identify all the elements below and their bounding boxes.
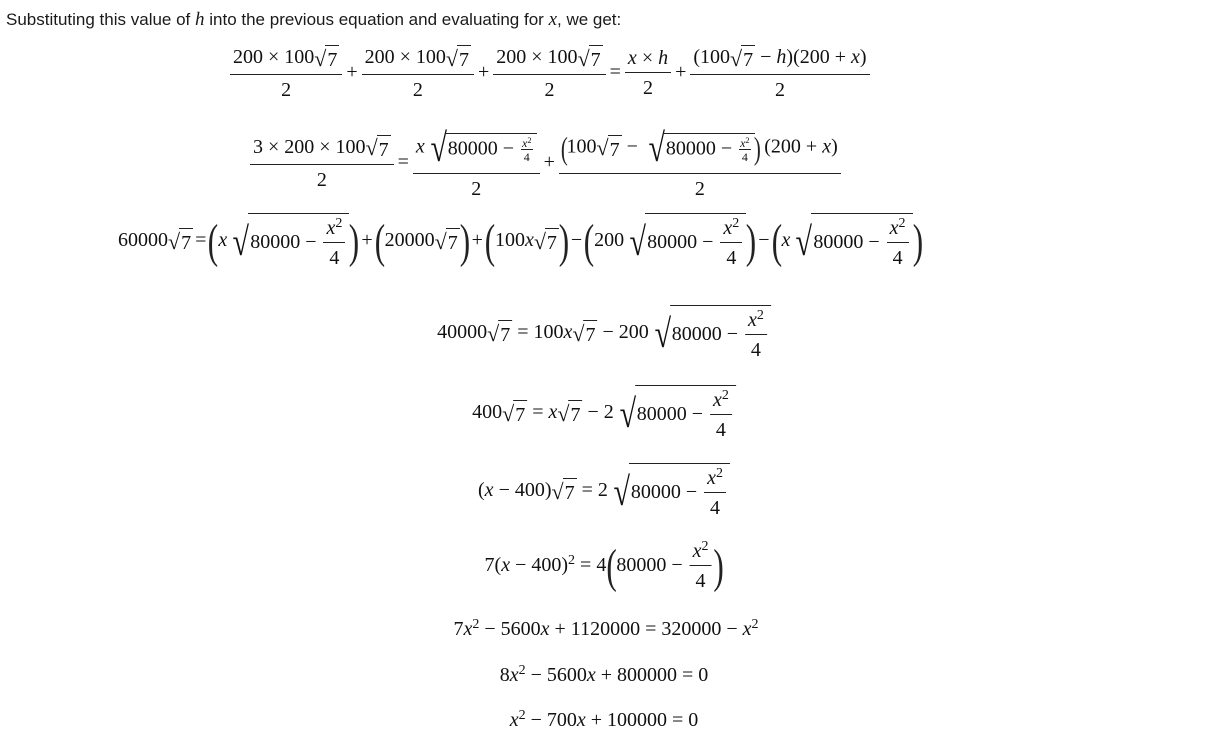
equation-simplified-1: 40000√7 = 100x√7 − 200 √80000 − $\frac{x^2}{4}$ [437,305,771,362]
equation-area-sum: $\frac{200 \times 100√7}{2}$ + $\frac{200 \times 100√7}{2}$ + $\frac{200 \times 100√7}{2}$ = $\frac{x \times h}{2}$ + $\frac{(100√7 - h)(200 + x)}{2}$ [228,45,872,102]
equation-substituted: $\frac{3 \times 200 \times 100√7}{2}$ = x √80000 − $\frac{x^2}{4}$ 2 + (100√7 − √80000 − $\frac{x^2}{4}$ ) (200 + x) 2 [248,125,843,201]
intro-text-start: Substituting this value of [6,10,191,29]
equation-polynomial: $7x^2 - 5600x + 1120000 = 320000 - x^2$ [453,617,759,640]
equation-simplified-2: 400√7 = x√7 − 2 √80000 − $\frac{x^2}{4}$ [472,385,736,442]
intro-text-middle: into the previous equation and evaluating for [209,10,544,29]
equation-quadratic: $8x^2 - 5600x + 800000 = 0$ [499,663,709,686]
equation-isolated-root: (x − 400)√7 = 2 √80000 − $\frac{x^2}{4}$ [478,463,730,520]
intro-line [6,9,621,31]
equation-expanded: 60000√7 =(x √80000 − $\frac{x^2}{4}$ )+(20000√7)+(100x√7)−(200 √80000 − $\frac{x^2}{4}$ )−(x √80000 − $\frac{x^2}{4}$ ) [118,214,923,269]
intro-variable-h: h [195,9,205,30]
equation-squared: $7(x - 400)^2 = 4(80000$ − $\frac{x^2}{4}$ ) [484,539,724,593]
intro-variable-x: x [548,9,557,30]
intro-text-end: , we get: [557,10,622,29]
equation-quadratic-reduced: $x^2 - 700x + 100000 = 0$ [509,708,699,731]
